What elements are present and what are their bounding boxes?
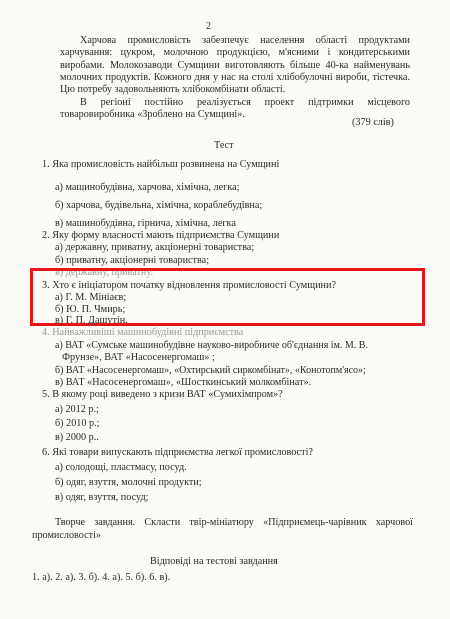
question-4: 4. Найважливіші машинобудівні підприємства [42, 327, 244, 338]
question-5-option-a: а) 2012 р.; [55, 404, 99, 415]
answers-line: 1. а). 2. а). 3. б). 4. а). 5. б). 6. в). [32, 572, 171, 583]
question-6-option-b: б) одяг, взуття, молочні продукти; [55, 477, 202, 488]
question-3-option-a: а) Г. М. Мініаєв; [55, 292, 127, 303]
question-6: 6. Які товари випускають підприємства легкої промисловості? [42, 447, 313, 458]
question-6-option-c: в) одяг, взуття, посуд; [55, 492, 149, 503]
intro-line-4: молочних продуктів. Кожного дня у нас на столі хлібобулочні вироби, тістечка. [60, 72, 410, 83]
intro-line-3: виробами. Молокозаводи Сумщини виготовляють більше 40-ка найменувань [60, 60, 410, 71]
intro-line-2: харчування: цукром, молочною продукцією, м'ясними і кондитерськими [60, 47, 410, 58]
question-3: 3. Хто є ініціатором початку відновлення промисловості Сумщини? [42, 280, 336, 291]
question-2-option-a: а) державну, приватну, акціонерні товариства; [55, 242, 255, 253]
question-5-option-c: в) 2000 р.. [55, 432, 99, 443]
intro-line-1: Харчова промисловість забезпечує населення області продуктами [80, 35, 410, 46]
question-1: 1. Яка промисловість найбільш розвинена на Сумщині [42, 159, 280, 170]
question-2: 2. Яку форму власності мають підприємства Сумщини [42, 230, 280, 241]
intro-line-7: товаровиробника «Зроблено на Сумщині». [60, 109, 245, 120]
intro-line-6: В регіоні постійно реалізується проект підтримки місцевого [80, 97, 410, 108]
test-title: Тест [214, 140, 234, 151]
question-1-option-b: б) харчова, будівельна, хімічна, кораблебудівна; [55, 200, 263, 211]
question-1-option-a: а) машинобудівна, харчова, хімічна, легка; [55, 182, 240, 193]
question-4-option-a-line-1: а) ВАТ «Сумське машинобудівне науково-виробниче об'єднання ім. М. В. [55, 340, 368, 351]
question-1-option-c: в) машинобудівна, гірнича, хімічна, легка [55, 218, 236, 229]
question-4-option-b: б) ВАТ «Насосенергомаш», «Охтирський сиркомбінат», «Конотопм'ясо»; [55, 365, 366, 376]
question-2-option-c: в) державну, приватну. [55, 267, 153, 278]
question-3-option-c: в) Г. П. Дашутін. [55, 315, 128, 326]
word-count: (379 слів) [352, 117, 394, 128]
question-5: 5. В якому році виведено з кризи ВАТ «Сумихімпром»? [42, 389, 283, 400]
question-5-option-b: б) 2010 р.; [55, 418, 100, 429]
creative-task-line-2: промисловості» [32, 530, 102, 541]
question-4-option-a-line-2: Фрунзе», ВАТ «Насосенергомаш» ; [62, 352, 215, 363]
creative-task-line-1: Творче завдання. Скласти твір-мініатюру «Підприємець-чарівник харчової [55, 517, 413, 528]
question-2-option-b: б) приватну, акціонерні товариства; [55, 255, 210, 266]
question-3-option-b: б) Ю. П. Чмирь; [55, 304, 126, 315]
question-4-option-c: в) ВАТ «Насосенергомаш», «Шосткинський молкомбінат». [55, 377, 312, 388]
page-number: 2 [206, 21, 211, 32]
intro-line-5: Цю потребу задовольняють хлібокомбінати області. [60, 84, 286, 95]
question-6-option-a: а) солодощі, пластмасу, посуд. [55, 462, 187, 473]
answers-title: Відповіді на тестові завдання [150, 556, 278, 567]
